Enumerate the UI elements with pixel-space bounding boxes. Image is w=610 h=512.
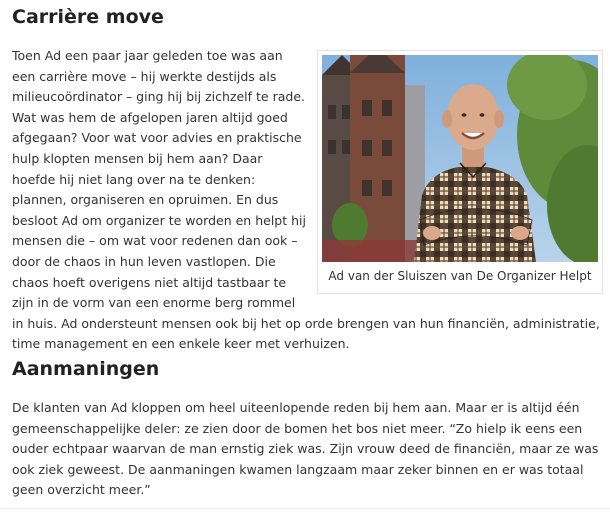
figure-caption: Ad van der Sluiszen van De Organizer Helpt <box>328 269 592 283</box>
section-heading-carriere-move: Carrière move <box>12 6 164 28</box>
bottom-divider <box>0 508 610 509</box>
portrait-figure <box>317 50 603 294</box>
face <box>447 84 499 150</box>
portrait-photo[interactable] <box>322 55 598 262</box>
section-paragraph-aanmaningen: De klanten van Ad kloppen om heel uiteenlopende reden bij hem aan. Maar er is altijd één gemeenschappelijke deler: ze zien door de bomen het bos niet meer. “Zo hielp ik eens een ouder echtpaar waarvan de man ernstig ziek was. Zijn vrouw deed de financiën, maar ze was ook ziek geweest. De aanmaningen kwamen langzaam maar zeker binnen en er was totaal geen overzicht meer.” <box>12 400 599 498</box>
portrait-illustration <box>322 55 598 262</box>
section-heading-aanmaningen: Aanmaningen <box>12 358 160 380</box>
section-paragraph-carriere-move-text: Toen Ad een paar jaar geleden toe was aan een carrière move – hij werkte destijds als milieucoördinator – ging hij bij zichzelf te rade. Wat was hem de afgelopen jaren altijd goed afgegaan? Voor wat voor advies en praktische hulp klopten mensen bij hem aan? Daar hoefde hij niet lang over na te denken: plannen, organiseren en opruimen. En dus besloot Ad om organizer te worden en helpt hij mensen die – om wat voor redenen dan ook – door de chaos in hun leven vastlopen. Die chaos hoeft overigens niet altijd tastbaar te zijn in de vorm van een enorme berg rommel in huis. Ad ondersteunt mensen ook bij het op orde brengen van hun financiën, administratie, time management en een enkele keer met verhuizen. <box>12 48 600 352</box>
